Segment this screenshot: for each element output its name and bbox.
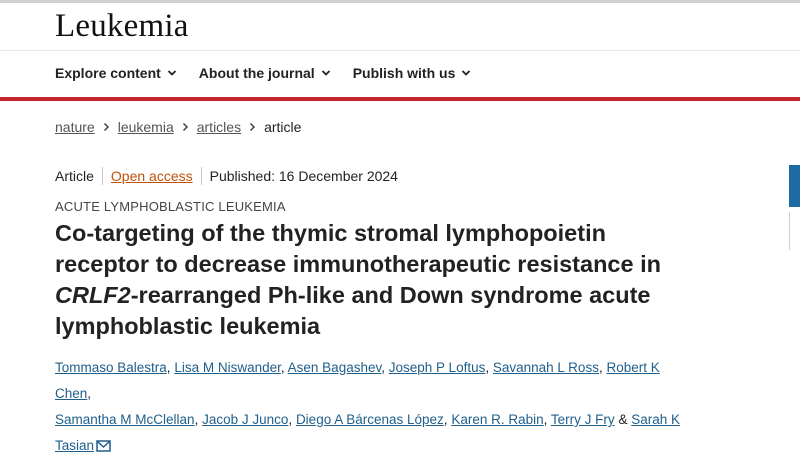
meta-divider: [102, 167, 103, 185]
title-line: Co-targeting of the thymic stromal lymphopoietin: [55, 220, 606, 246]
author-list: [55, 355, 695, 459]
breadcrumb-nature[interactable]: nature: [55, 119, 95, 135]
author-link[interactable]: Diego A Bárcenas López: [295, 412, 444, 427]
author-link[interactable]: Samantha M McClellan: [55, 412, 195, 427]
separator: ,: [543, 412, 548, 427]
open-access-link[interactable]: Open access: [110, 168, 193, 184]
nav-item-label: Explore content: [55, 65, 161, 81]
breadcrumb: [55, 119, 301, 135]
title-line: -rearranged Ph-like and Down syndrome acute: [130, 282, 651, 308]
article-subject[interactable]: ACUTE LYMPHOBLASTIC LEUKEMIA: [55, 199, 286, 214]
meta-divider: [201, 167, 202, 185]
nav-about-journal[interactable]: [199, 65, 331, 81]
published-date: Published: 16 December 2024: [209, 168, 398, 184]
chevron-right-icon: [103, 122, 110, 132]
nav-publish-with-us[interactable]: [353, 65, 472, 81]
title-italic-gene: CRLF2: [55, 282, 131, 308]
article-meta: [55, 167, 398, 185]
chevron-down-icon: [461, 68, 471, 78]
nav-item-label: About the journal: [198, 65, 315, 81]
author-link[interactable]: Lisa M Niswander: [174, 360, 281, 375]
separator: ,: [288, 412, 293, 427]
author-link[interactable]: Savannah L Ross: [492, 360, 599, 375]
article-title: [55, 218, 715, 342]
author-link[interactable]: Robert K Chen: [55, 360, 660, 401]
chevron-right-icon: [182, 122, 189, 132]
main-nav: [55, 65, 493, 81]
author-link[interactable]: Karen R. Rabin: [451, 412, 544, 427]
author-link[interactable]: Jacob J Junco: [202, 412, 289, 427]
separator: ,: [166, 360, 171, 375]
chevron-right-icon: [249, 122, 256, 132]
side-panel-edge: [789, 212, 800, 250]
author-link[interactable]: Tommaso Balestra: [55, 360, 167, 375]
separator: ,: [87, 386, 92, 401]
ampersand: &: [618, 412, 628, 427]
header-divider: [0, 50, 800, 51]
title-line: lymphoblastic leukemia: [55, 313, 321, 339]
nav-explore-content[interactable]: [55, 65, 177, 81]
separator: ,: [485, 360, 490, 375]
separator: ,: [443, 412, 448, 427]
author-link[interactable]: Joseph P Loftus: [388, 360, 486, 375]
side-panel-tab[interactable]: [789, 165, 800, 207]
author-link[interactable]: Terry J Fry: [550, 412, 615, 427]
author-link[interactable]: Asen Bagashev: [287, 360, 382, 375]
separator: ,: [280, 360, 285, 375]
breadcrumb-current: article: [264, 119, 302, 135]
nav-item-label: Publish with us: [352, 65, 456, 81]
breadcrumb-leukemia[interactable]: leukemia: [117, 119, 174, 135]
chevron-down-icon: [321, 68, 331, 78]
chevron-down-icon: [167, 68, 177, 78]
separator: ,: [194, 412, 199, 427]
top-border: [0, 0, 800, 3]
separator: ,: [381, 360, 385, 375]
author-link[interactable]: Sarah K Tasian: [55, 412, 680, 453]
mail-icon[interactable]: [96, 440, 111, 452]
separator: ,: [598, 360, 603, 375]
journal-logo[interactable]: Leukemia: [55, 8, 189, 44]
accent-bar: [0, 97, 800, 101]
title-line: receptor to decrease immunotherapeutic resistance in: [55, 251, 661, 277]
breadcrumb-articles[interactable]: articles: [196, 119, 242, 135]
article-type: Article: [55, 168, 94, 184]
